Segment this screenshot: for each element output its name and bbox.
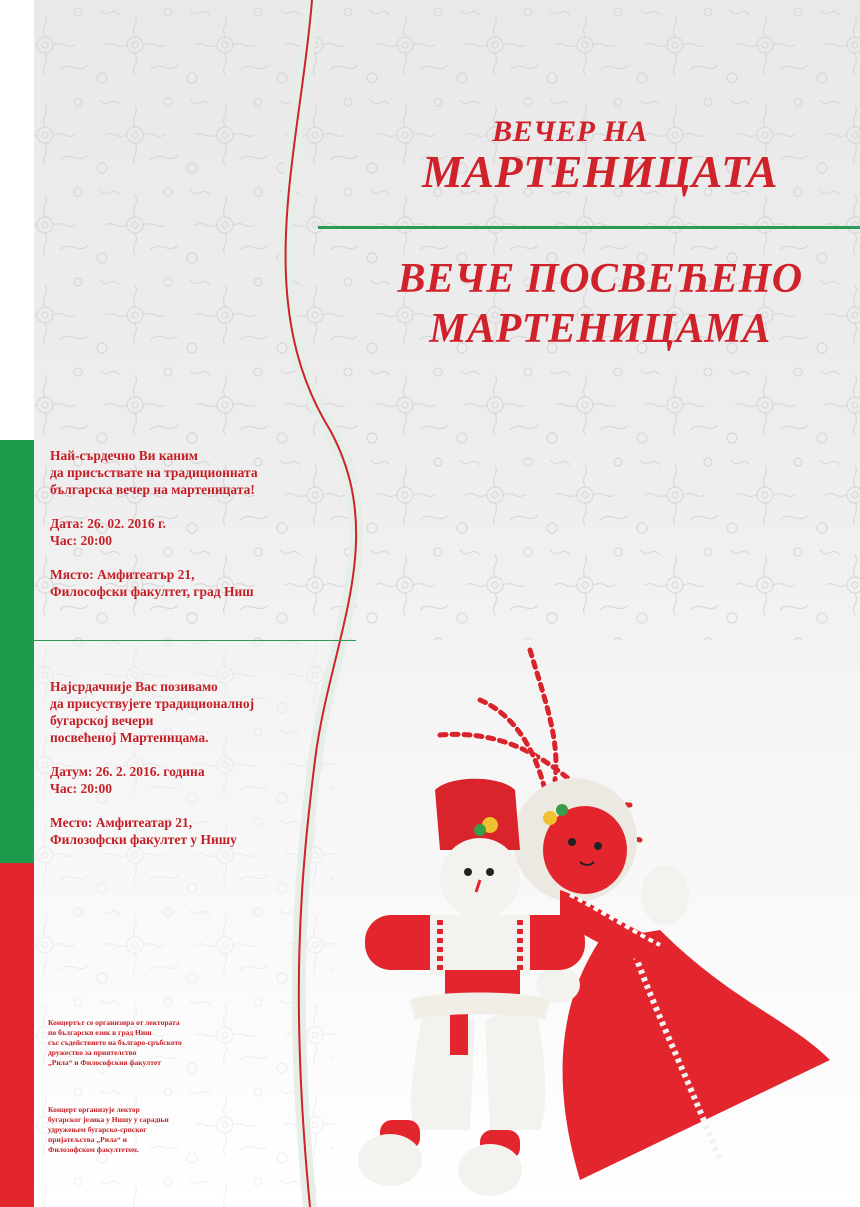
bg-invite-line: българска вечер на мартеницата! <box>50 482 255 497</box>
bg-note-line: Концертът се организира от лектората <box>48 1018 180 1027</box>
subtitle-line-1: ВЕЧЕ ПОСВЕЋЕНО <box>397 256 803 302</box>
sr-note-line: Филозофском факултетом. <box>48 1145 139 1154</box>
bg-place-line: Философски факултет, град Ниш <box>50 584 254 599</box>
female-doll <box>513 778 830 1180</box>
sr-invite-line: Најсрдачније Вас позивамо <box>50 679 218 694</box>
subtitle-line-2: МАРТЕНИЦАМА <box>429 306 771 352</box>
bg-note-line: по български език в град Ниш <box>48 1028 152 1037</box>
bulgarian-invitation <box>50 447 258 600</box>
bg-invite-line: да присъствате на традиционната <box>50 465 258 480</box>
sr-place-line: Филозофски факултет у Нишу <box>50 832 237 847</box>
bg-invite-line: Най-сърдечно Ви каним <box>50 448 198 463</box>
serbian-footnote <box>48 1105 248 1155</box>
bg-place-line: Място: Амфитеатър 21, <box>50 567 195 582</box>
serbian-invitation <box>50 678 254 848</box>
bg-note-line: „Рила“ и Философския факултет <box>48 1058 161 1067</box>
title-line-1: ВЕЧЕР НА <box>492 115 648 148</box>
sr-note-line: пријатељства „Рила“ и <box>48 1135 127 1144</box>
sr-date: Датум: 26. 2. 2016. година <box>50 764 205 779</box>
sr-note-line: бугарског језика у Нишу у сарадњи <box>48 1115 169 1124</box>
sr-note-line: Концерт организује лектор <box>48 1105 140 1114</box>
title-line-2: МАРТЕНИЦАТА <box>421 146 779 197</box>
sr-time: Час: 20:00 <box>50 781 113 796</box>
bg-time: Час: 20:00 <box>50 533 113 548</box>
sr-invite-line: бугарској вечери <box>50 713 154 728</box>
sr-invite-line: да присуствујете традиционалној <box>50 696 255 711</box>
bg-date: Дата: 26. 02. 2016 г. <box>50 516 166 531</box>
title-divider <box>318 226 860 229</box>
sr-note-line: удружењем бугарско-српског <box>48 1125 147 1134</box>
language-divider <box>34 640 356 641</box>
bg-note-line: дружество за приятелство <box>48 1048 137 1057</box>
sr-invite-line: посвећеној Мартеницама. <box>50 730 209 745</box>
sr-place-line: Место: Амфитеатар 21, <box>50 815 193 830</box>
bulgarian-footnote <box>48 1018 248 1068</box>
bg-note-line: със съдействието на българо-сръбското <box>48 1038 182 1047</box>
martenitsa-dolls-photo <box>330 640 850 1200</box>
